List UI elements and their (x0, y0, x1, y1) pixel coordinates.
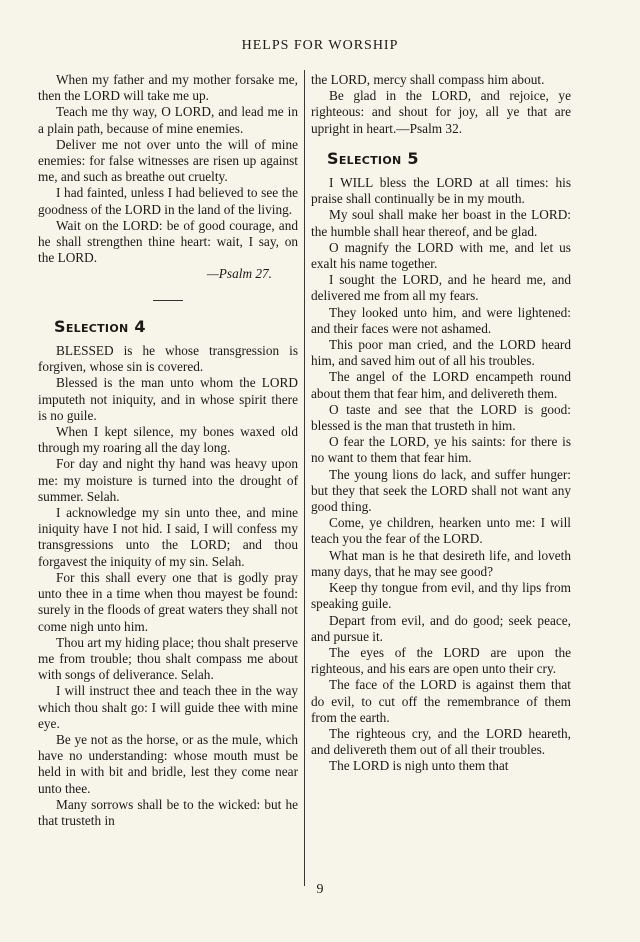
column-rule (304, 70, 305, 886)
verse: Blessed is the man unto whom the LORD imputeth not iniquity, and in whose spirit there is no guile. (38, 375, 298, 423)
verse: O magnify the LORD with me, and let us exalt his name together. (311, 239, 571, 272)
selection-heading: Selection 5 (327, 148, 419, 168)
verse: For day and night thy hand was heavy upon me: my moisture is turned into the drought of summer. Selah. (38, 456, 298, 504)
verse: What man is he that desireth life, and loveth many days, that he may see good? (311, 547, 571, 579)
selection-heading: Selection 4 (54, 316, 146, 336)
verse: They looked unto him, and were lightened: and their faces were not ashamed. (311, 304, 571, 336)
verse: Wait on the LORD: be of good courage, and he shall strengthen thine heart: wait, I say, on the LORD. (38, 217, 298, 266)
verse: BLESSED is he whose transgression is forgiven, whose sin is covered. (38, 343, 298, 375)
page-number: 9 (316, 882, 324, 897)
verse: My soul shall make her boast in the LORD: the humble shall hear thereof, and be glad. (311, 207, 571, 239)
verse: O taste and see that the LORD is good: blessed is the man that trusteth in him. (311, 401, 571, 434)
verse: This poor man cried, and the LORD heard him, and saved him out of all his troubles. (311, 337, 571, 369)
verse: Come, ye children, hearken unto me: I will teach you the fear of the LORD. (311, 515, 571, 547)
verse: For this shall every one that is godly pray unto thee in a time when thou mayest be found: surely in the floods of great waters they shall not come nigh unto him. (38, 569, 298, 634)
verse: The eyes of the LORD are upon the righteous, and his ears are open unto their cry. (311, 644, 571, 677)
verse: I will instruct thee and teach thee in the way which thou shalt go: I will guide thee with mine eye. (38, 683, 298, 731)
verse: The face of the LORD is against them that do evil, to cut off the remembrance of them from the earth. (311, 677, 571, 725)
verse: I WILL bless the LORD at all times: his praise shall continually be in my mouth. (311, 175, 571, 207)
verse: When my father and my mother forsake me, then the LORD will take me up. (38, 72, 298, 104)
verse: Keep thy tongue from evil, and thy lips from speaking guile. (311, 580, 571, 612)
right-column (311, 72, 571, 775)
verse: Depart from evil, and do good; seek peace, and pursue it. (311, 612, 571, 644)
citation: —Psalm 27. (206, 266, 272, 282)
verse: I sought the LORD, and he heard me, and delivered me from all my fears. (311, 272, 571, 304)
verse: The LORD is nigh unto them that (329, 758, 509, 774)
verse: When I kept silence, my bones waxed old through my roaring all the day long. (38, 424, 298, 456)
verse: The righteous cry, and the LORD heareth, and delivereth them out of all their troubles. (311, 725, 571, 758)
verse: Be glad in the LORD, and rejoice, ye righteous: and shout for joy, all ye that are upright in heart.—Psalm 32. (311, 88, 571, 136)
verse: Many sorrows shall be to the wicked: but he that trusteth in (38, 796, 298, 828)
verse: Thou art my hiding place; thou shalt preserve me from trouble; thou shalt compass me about with songs of deliverance. Selah. (38, 634, 298, 683)
verse: The angel of the LORD encampeth round about them that fear him, and delivereth them. (311, 369, 571, 401)
verse: Be ye not as the horse, or as the mule, which have no understanding: whose mouth must be held in with bit and bridle, lest they come near unto thee. (38, 731, 298, 796)
divider (38, 289, 298, 305)
verse: The young lions do lack, and suffer hunger: but they that seek the LORD shall not want any good thing. (311, 466, 571, 515)
verse: the LORD, mercy shall compass him about. (311, 72, 545, 87)
left-column (38, 72, 298, 829)
verse: I acknowledge my sin unto thee, and mine iniquity have I not hid. I said, I will confess my transgressions unto the LORD; and thou forgavest the iniquity of my sin. Selah. (38, 505, 298, 569)
verse: I had fainted, unless I had believed to see the goodness of the LORD in the land of the living. (38, 185, 298, 217)
verse: Deliver me not over unto the will of mine enemies: for false witnesses are risen up against me, and such as breathe out cruelty. (38, 136, 298, 185)
running-header: HELPS FOR WORSHIP (241, 38, 399, 53)
verse: O fear the LORD, ye his saints: for there is no want to them that fear him. (311, 434, 571, 466)
verse: Teach me thy way, O LORD, and lead me in a plain path, because of mine enemies. (38, 104, 298, 136)
